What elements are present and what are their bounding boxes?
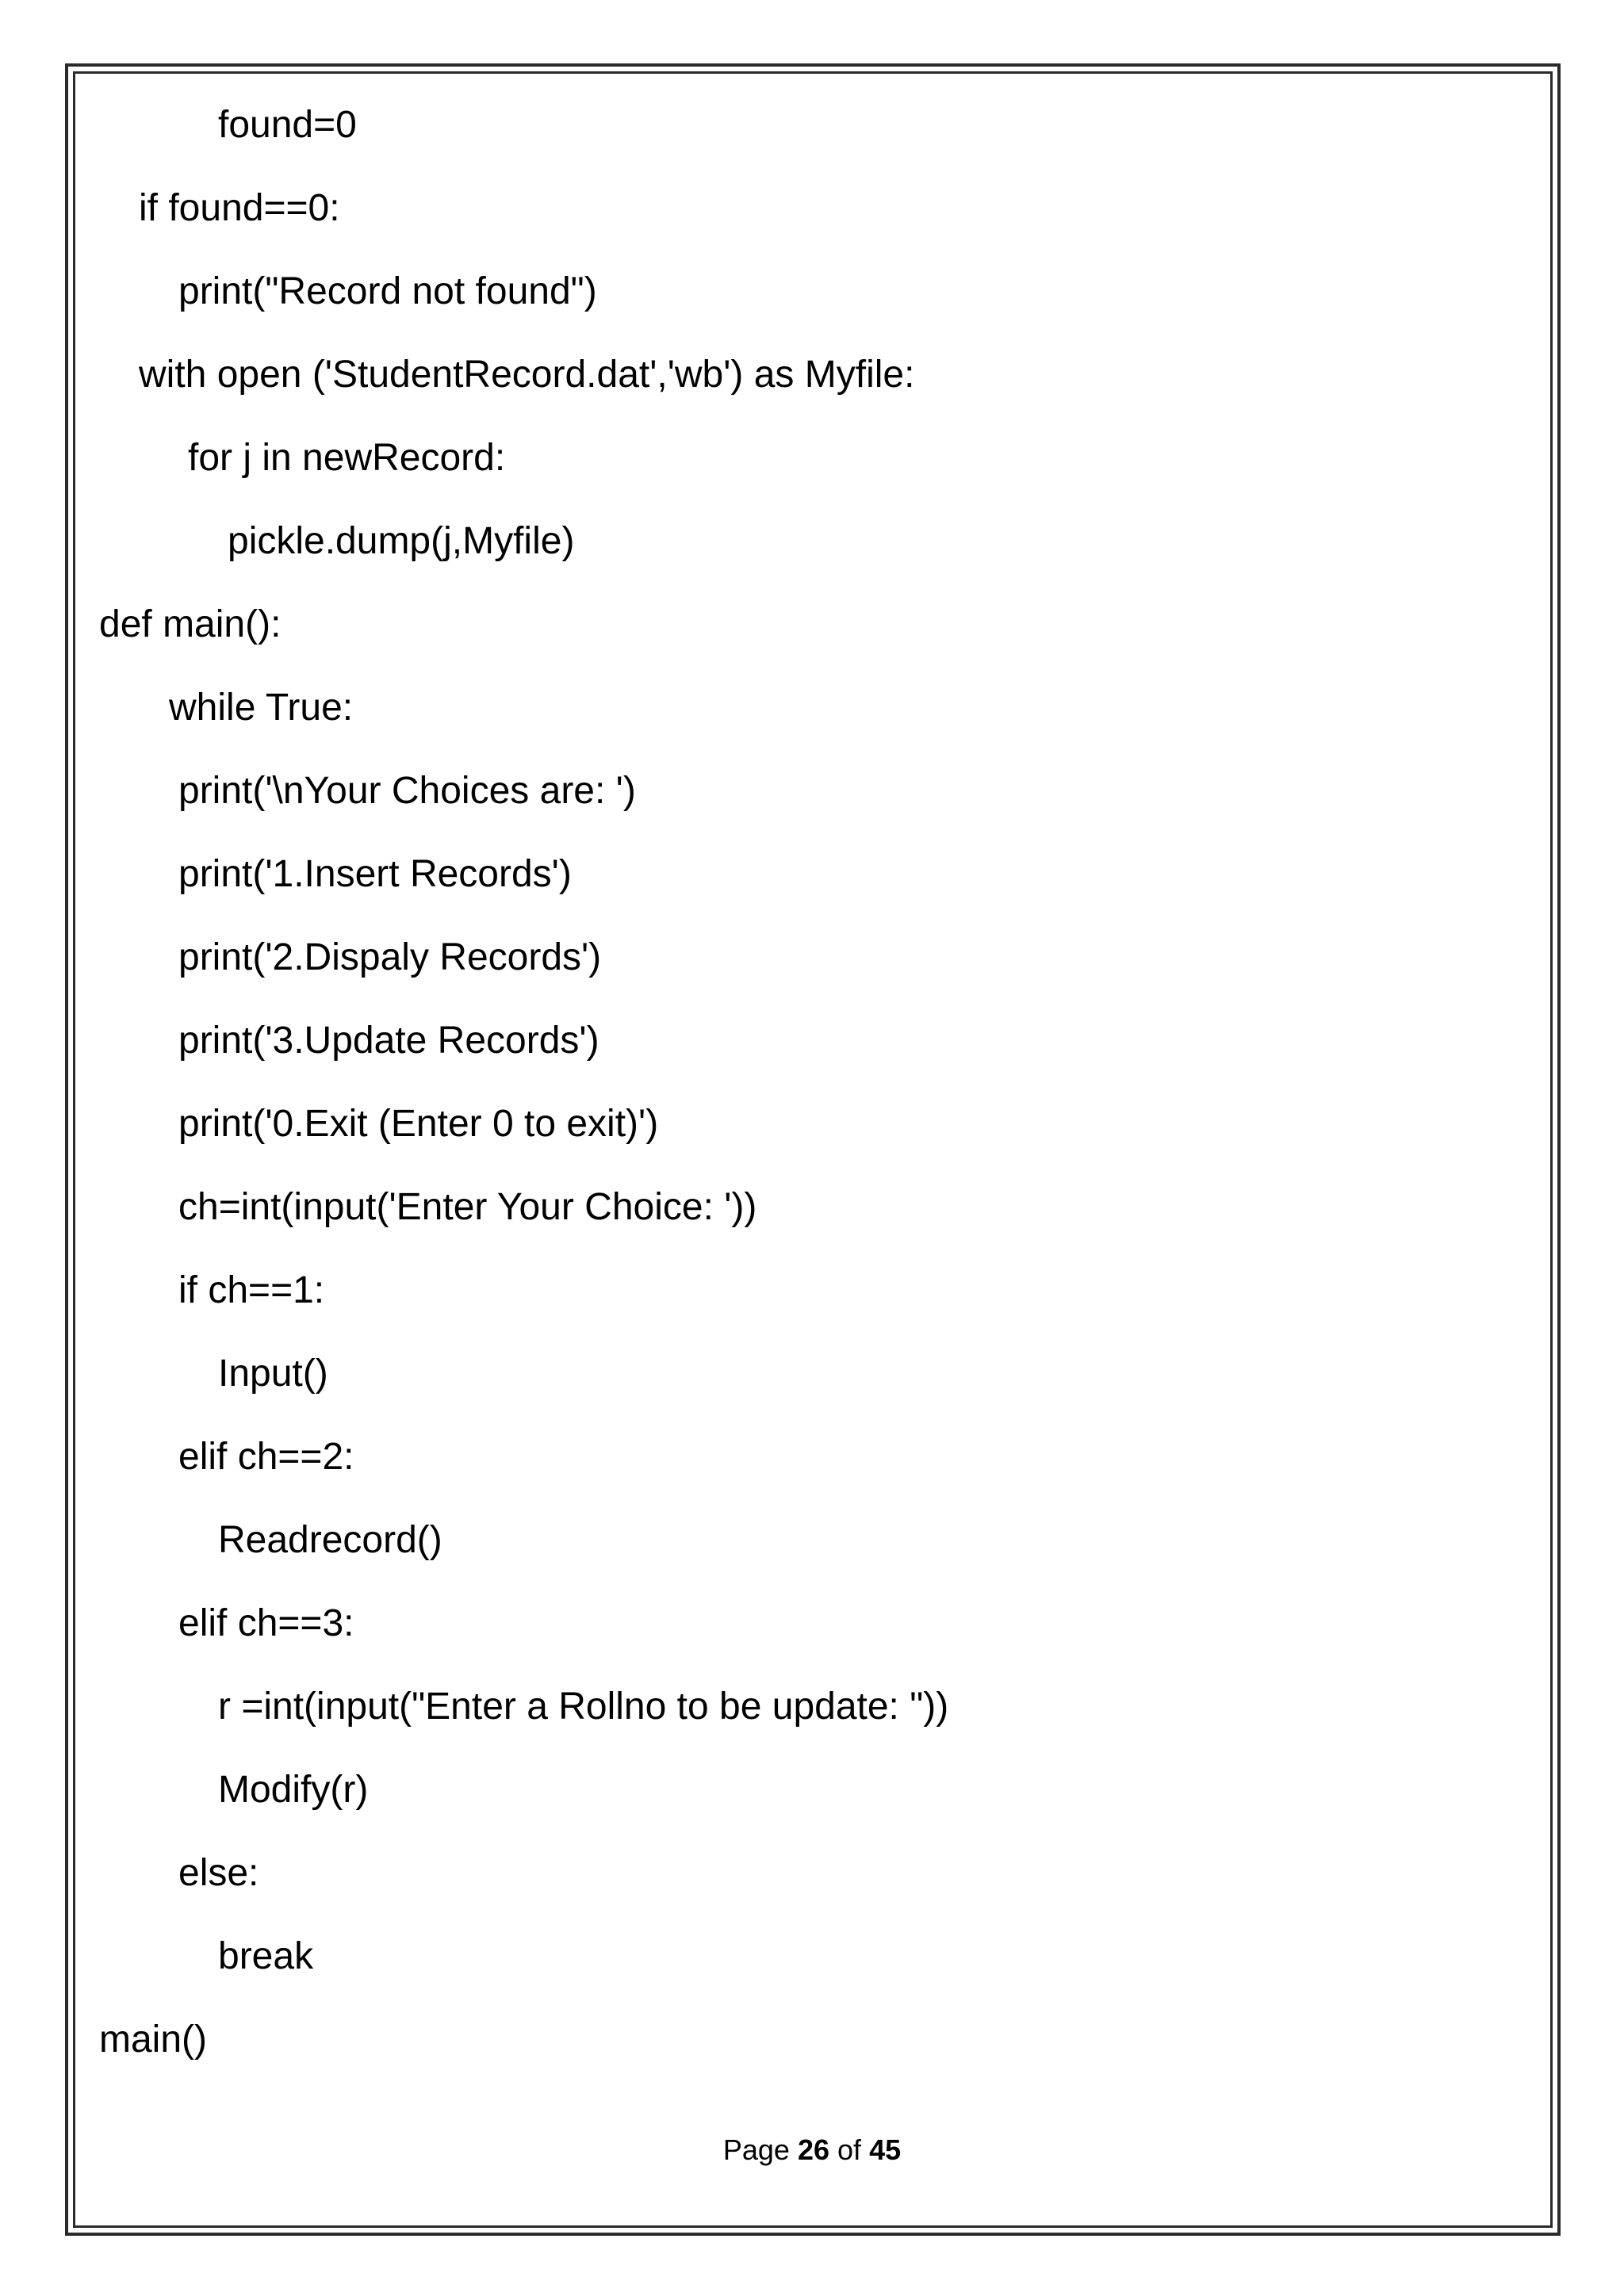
code-line: elif ch==3:	[178, 1602, 354, 1644]
code-line: r =int(input("Enter a Rollno to be update: "))	[218, 1686, 949, 1728]
code-line: print("Record not found")	[178, 270, 597, 312]
code-line: break	[218, 1935, 314, 1977]
code-line: with open ('StudentRecord.dat','wb') as Myfile:	[139, 354, 915, 396]
code-line: if ch==1:	[178, 1269, 325, 1311]
code-line: def main():	[99, 603, 282, 645]
code-line: Input()	[218, 1353, 328, 1395]
code-line: pickle.dump(j,Myfile)	[228, 520, 575, 562]
code-line: else:	[178, 1852, 259, 1894]
current-page-number: 26	[797, 2133, 830, 2166]
code-line: print('\nYour Choices are: ')	[178, 770, 636, 812]
code-line: elif ch==2:	[178, 1436, 354, 1478]
total-pages-number: 45	[869, 2133, 902, 2166]
of-word: of	[837, 2133, 862, 2166]
code-line: while True:	[169, 687, 354, 729]
code-line: print('2.Dispaly Records')	[178, 936, 602, 978]
page-word: Page	[722, 2133, 790, 2166]
code-line: print('0.Exit (Enter 0 to exit)')	[178, 1103, 659, 1145]
code-line: for j in newRecord:	[188, 437, 506, 479]
code-line: print('1.Insert Records')	[178, 853, 572, 895]
code-line: Modify(r)	[218, 1769, 369, 1811]
code-line: Readrecord()	[218, 1519, 442, 1561]
code-line: found=0	[218, 104, 357, 146]
code-line: ch=int(input('Enter Your Choice: '))	[178, 1186, 757, 1228]
code-line: print('3.Update Records')	[178, 1020, 599, 1062]
page-number	[0, 2133, 1624, 2168]
code-line: main()	[99, 2019, 208, 2061]
code-line: if found==0:	[139, 187, 340, 229]
